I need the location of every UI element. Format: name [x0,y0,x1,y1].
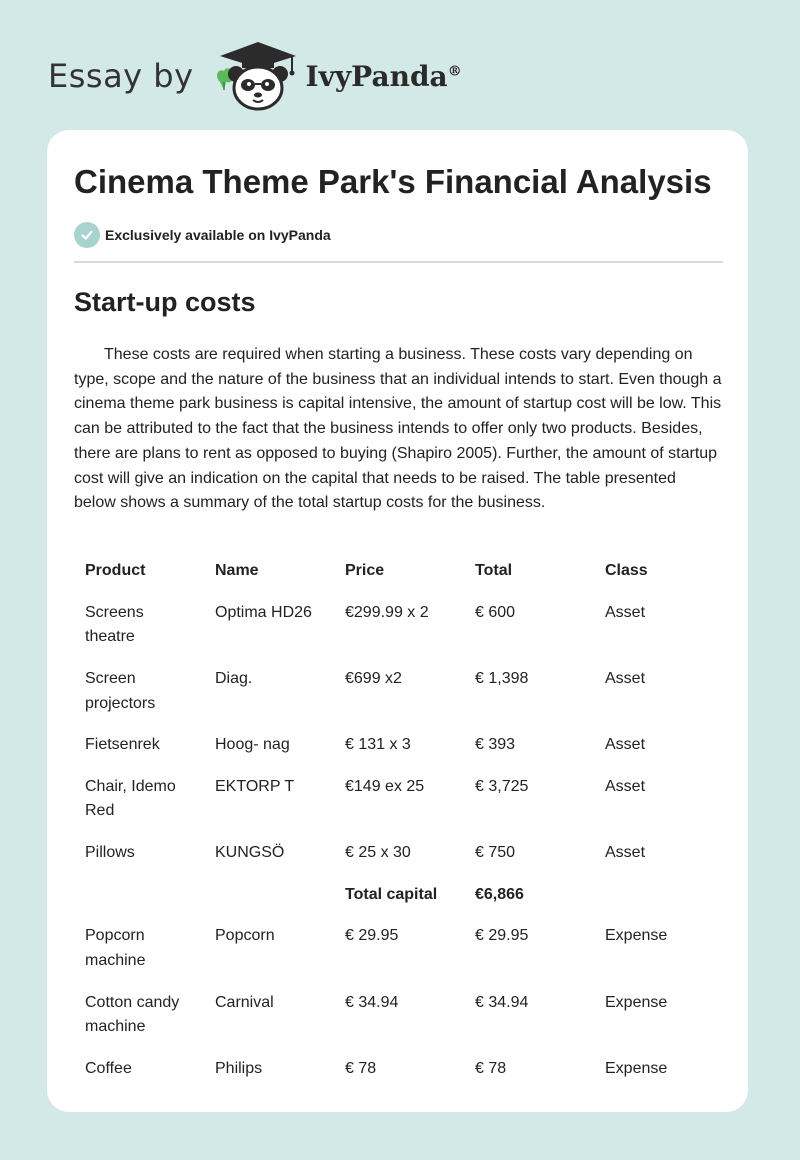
table-cell: Screen projectors [85,669,156,712]
table-cell: Asset [605,844,646,862]
table-cell: KUNGSÖ [215,844,285,862]
table-cell: € 3,725 [475,777,529,795]
total-capital-label: Total capital [345,885,438,903]
table-row [74,924,724,990]
column-header: Class [605,562,648,579]
table-cell: € 29.95 [345,927,399,945]
table-cell: € 34.94 [345,993,399,1011]
table-cell: € 1,398 [475,669,529,687]
table-cell: EKTORP T [215,777,295,795]
table-cell: Asset [605,669,646,687]
page-title: Cinema Theme Park's Financial Analysis [74,163,712,200]
table-cell: € 393 [475,736,516,754]
table-cell: €699 x2 [345,669,402,687]
registered-mark: ® [447,63,462,80]
table-cell: € 29.95 [475,927,529,945]
table-cell: € 750 [475,844,516,862]
table-cell: Asset [605,777,646,795]
table-cell: € 131 x 3 [345,736,411,754]
table-cell: Hoog- nag [215,736,290,754]
table-cell [74,883,204,925]
table-cell: Asset [605,736,646,754]
column-header: Price [345,562,385,579]
table-cell: Asset [605,603,646,621]
table-row [74,775,724,841]
column-header: Total [475,562,513,579]
table-cell: Fietsenrek [85,736,160,754]
brand-name: IvyPanda® [305,59,462,93]
table-cell: Diag. [215,669,253,687]
startup-costs-table [74,559,724,1098]
table-header-row [74,559,724,601]
column-header: Product [85,562,146,579]
section-title: Start-up costs [74,287,256,317]
table-cell: €299.99 x 2 [345,603,429,621]
table-cell: Optima HD26 [215,603,312,621]
total-capital-value: €6,866 [475,885,524,903]
table-cell: Cotton candy machine [85,993,180,1036]
check-icon [74,222,100,248]
table-row [74,1057,724,1099]
table-cell [204,883,334,925]
table-row [74,733,724,775]
column-header: Name [215,562,259,579]
article-card [47,130,748,1112]
total-capital-row [74,883,724,925]
body-paragraph: These costs are required when starting a business. These costs vary depending on type, scope and the nature of the business that an individual intends to start. Even though a cinema theme park business is capital intensive, the amount of startup cost will be low. This can be attributed to the fact that the business intends to offer only two products. Besides, there are plans to rent as opposed to buying (Shapiro 2005). Further, the amount of startup cost will give an indication on the capital that needs to be raised. The table presented below shows a summary of the total startup costs for the business. [74,346,722,512]
exclusive-badge [74,222,331,248]
table-cell: € 34.94 [475,993,529,1011]
divider [74,261,723,263]
table-cell: € 25 x 30 [345,844,411,862]
table-cell: Coffee [85,1059,132,1077]
table-cell: Expense [605,1059,668,1077]
table-row [74,667,724,733]
table-cell: €149 ex 25 [345,777,425,795]
table-row [74,991,724,1057]
site-logo[interactable] [48,36,462,116]
table-cell: Expense [605,993,668,1011]
table-row [74,841,724,883]
table-cell [594,883,724,925]
table-cell: Chair, Idemo Red [85,777,176,820]
table-cell: € 600 [475,603,516,621]
table-cell: € 78 [345,1059,377,1077]
table-cell: Philips [215,1059,263,1077]
table-cell: Pillows [85,844,135,862]
table-cell: Popcorn machine [85,927,146,969]
table-cell: € 78 [475,1059,507,1077]
table-cell: Carnival [215,993,274,1011]
panda-graduate-icon [212,38,304,114]
table-cell: Screens theatre [85,603,144,646]
table-row [74,601,724,667]
badge-text: Exclusively available on IvyPanda [105,227,331,243]
table-cell: Expense [605,927,668,945]
brand-prefix: Essay by [48,57,194,95]
table-cell: Popcorn [215,927,275,945]
